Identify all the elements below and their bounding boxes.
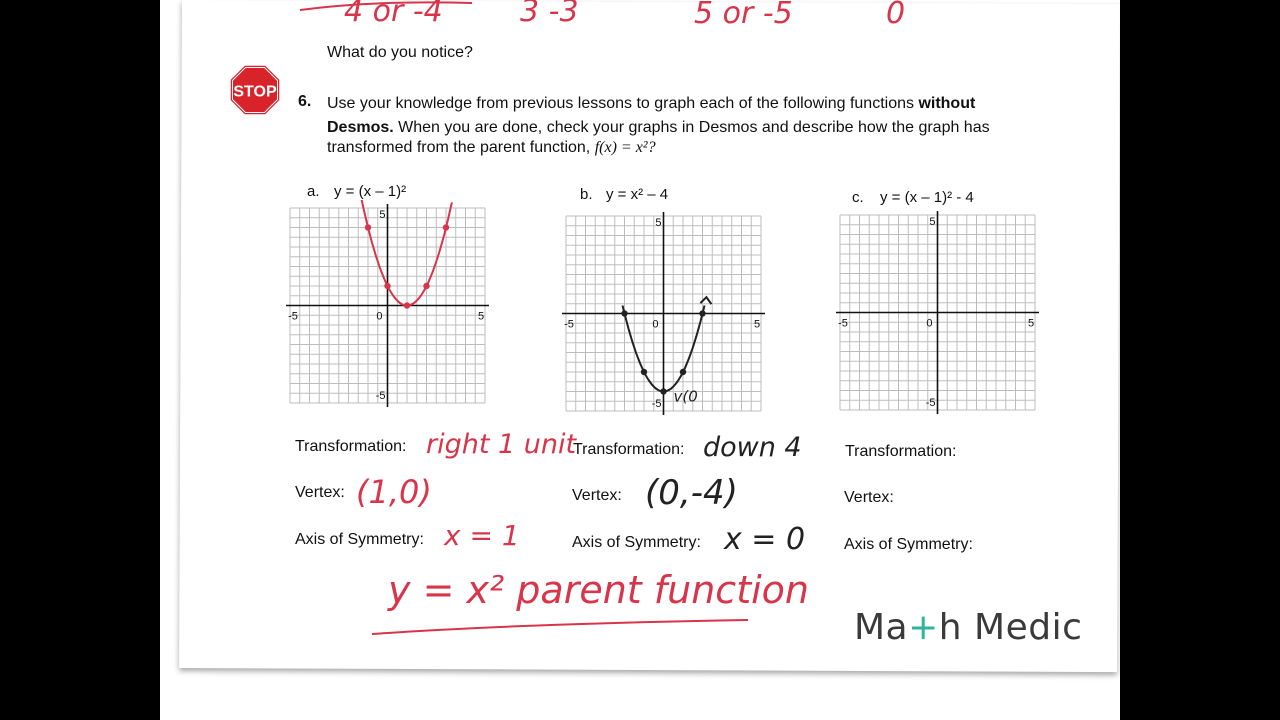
axis-tick-label: 5 [477,310,485,323]
plotted-point [699,310,705,316]
question-line-3 [327,139,656,157]
question-desmos-bold: Desmos. [327,119,394,136]
math-medic-logo [854,607,1082,648]
problem-c-vertex-label: Vertex: [844,489,894,506]
vertex-note: v(0 [673,387,698,406]
header-underline-stroke [296,0,476,14]
brand-plus-mark: + [908,607,939,648]
plotted-point [423,283,429,289]
problem-a-vertex-label: Vertex: [295,484,345,501]
plotted-point [621,310,627,316]
plotted-point [365,224,371,230]
stop-sign-icon [229,64,281,116]
question-line-2 [327,119,990,137]
problem-a-vertex-answer: (1,0) [356,473,432,511]
axis-tick-label: 5 [753,318,761,331]
problem-c-transformation-label: Transformation: [845,443,957,460]
axis-tick-label: 0 [926,317,933,330]
plotted-point [641,369,647,375]
brand-text-end: h Medic [938,607,1083,648]
axis-tick-label: -5 [838,317,848,330]
problem-b-vertex-label: Vertex: [572,487,622,504]
plotted-point [404,302,410,308]
question-without-bold: without [918,95,976,112]
plotted-point [384,283,390,289]
problem-b-letter: b. [580,186,593,203]
problem-b-axis-label: Axis of Symmetry: [572,534,701,551]
question-number: 6. [298,93,312,110]
question-line-2-text: When you are done, check your graphs in Desmos and describe how the graph has [393,119,990,136]
plotted-point [660,388,666,394]
header-answer-3: 5 or -5 [694,0,793,31]
header-answer-4: 0 [886,0,906,31]
problem-c-equation: y = (x – 1)² - 4 [880,189,974,206]
axis-tick-label: 5 [929,216,936,228]
problem-a-letter: a. [307,183,320,200]
problem-a-axis-label: Axis of Symmetry: [295,531,424,548]
axis-tick-label: 5 [655,217,662,229]
problem-c-axis-label: Axis of Symmetry: [844,536,973,553]
axis-tick-label: 0 [652,318,659,331]
plotted-point [443,224,449,230]
problem-a-equation: y = (x – 1)² [334,183,407,200]
notice-prompt: What do you notice? [327,44,473,61]
problem-b-transformation-answer: down 4 [703,432,802,463]
question-line-1 [327,95,975,113]
question-line-3-text: transformed from the parent function, [327,139,595,156]
axis-tick-label: -5 [651,398,662,410]
problem-a-graph [280,200,495,412]
axis-tick-label: -5 [925,397,936,409]
brand-text-start: Ma [854,607,909,648]
problem-b-axis-answer: x = 0 [724,522,806,557]
problem-b-graph [556,208,771,420]
problem-c-graph [830,207,1045,419]
problem-b-vertex-answer: (0,-4) [645,473,738,513]
axis-tick-label: 5 [379,209,386,221]
stop-sign-label: STOP [233,83,277,101]
axis-tick-label: -5 [564,318,574,331]
problem-b-equation: y = x² – 4 [606,186,669,203]
problem-a-transformation-label: Transformation: [295,438,407,455]
problem-b-transformation-label: Transformation: [573,441,685,458]
problem-c-letter: c. [852,189,864,206]
header-answer-1: 4 or -4 [344,0,443,29]
parent-function-formula: f(x) = x²? [594,139,656,156]
axis-tick-label: -5 [375,390,386,402]
parent-function-note: y = x² parent function [388,568,809,612]
parent-function-underline [368,616,753,638]
axis-tick-label: 5 [1027,317,1035,330]
header-answer-2: 3 -3 [520,0,579,29]
axis-tick-label: -5 [288,310,298,323]
plotted-point [680,369,686,375]
problem-a-axis-answer: x = 1 [444,519,520,552]
axis-tick-label: 0 [376,310,383,323]
question-line-1-text: Use your knowledge from previous lessons to graph each of the following functions [327,95,919,112]
problem-a-transformation-answer: right 1 unit [426,429,577,460]
